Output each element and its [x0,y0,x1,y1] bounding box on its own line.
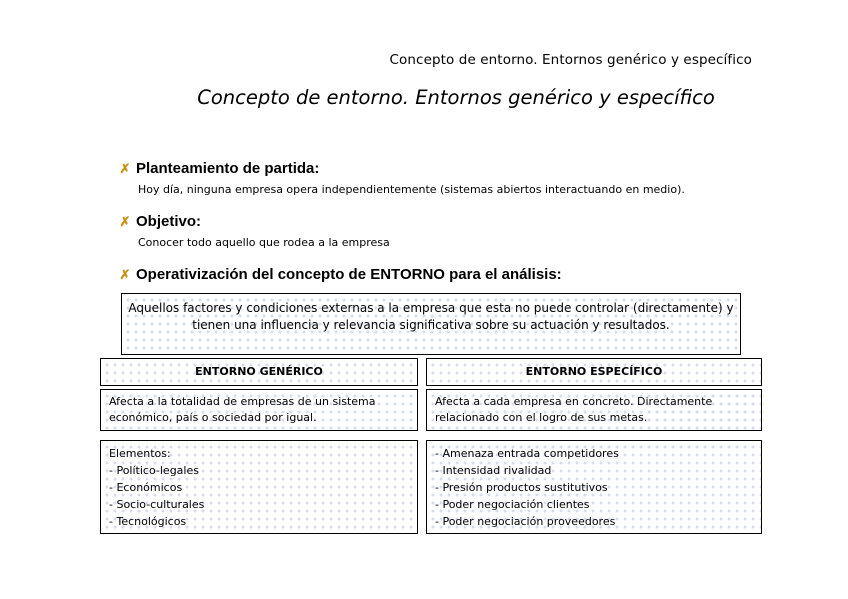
generic-elements [100,440,418,534]
list-item: - Poder negociación clientes [435,498,590,511]
generic-desc-line: económico, país o sociedad por igual. [109,411,317,424]
bullet-text: Hoy día, ninguna empresa opera independientemente (sistemas abiertos interactuando en medio). [138,183,685,196]
generic-description [100,389,418,431]
generic-header: ENTORNO GENÉRICO [100,358,418,386]
x-bullet-icon: ✗ [119,160,131,176]
list-item: - Económicos [109,481,183,494]
list-item: - Político-legales [109,464,199,477]
list-item: - Amenaza entrada competidores [435,447,619,460]
specific-desc-line: Afecta a cada empresa en concreto. Directamente [435,395,713,408]
bullet-objetivo [118,213,390,249]
page-title: Concepto de entorno. Entornos genérico y específico [197,86,715,109]
list-item: - Socio-culturales [109,498,205,511]
specific-description [426,389,762,431]
specific-desc-line: relacionado con el logro de sus metas. [435,411,648,424]
bullet-heading: Objetivo: [136,213,202,230]
list-item: - Tecnológicos [109,515,187,528]
definition-line: tienen una influencia y relevancia significativa sobre su actuación y resultados. [192,318,670,332]
running-header: Concepto de entorno. Entornos genérico y específico [389,52,752,68]
specific-header: ENTORNO ESPECÍFICO [426,358,762,386]
bullet-planteamiento [118,160,685,196]
list-item: - Intensidad rivalidad [435,464,552,477]
bullet-heading: Planteamiento de partida: [136,160,320,177]
bullet-text: Conocer todo aquello que rodea a la empresa [138,236,390,249]
x-bullet-icon: ✗ [119,266,131,282]
definition-box [121,293,741,355]
list-item: - Poder negociación proveedores [435,515,616,528]
bullet-heading: Operativización del concepto de ENTORNO para el análisis: [136,266,562,283]
bullet-operativizacion [118,266,562,283]
x-bullet-icon: ✗ [119,213,131,229]
list-item: - Presión productos sustitutivos [435,481,608,494]
definition-line: Aquellos factores y condiciones externas a la empresa que esta no puede controlar (directamente) y [128,301,734,315]
specific-elements [426,440,762,534]
generic-desc-line: Afecta a la totalidad de empresas de un sistema [109,395,376,408]
generic-elements-label: Elementos: [109,447,171,460]
